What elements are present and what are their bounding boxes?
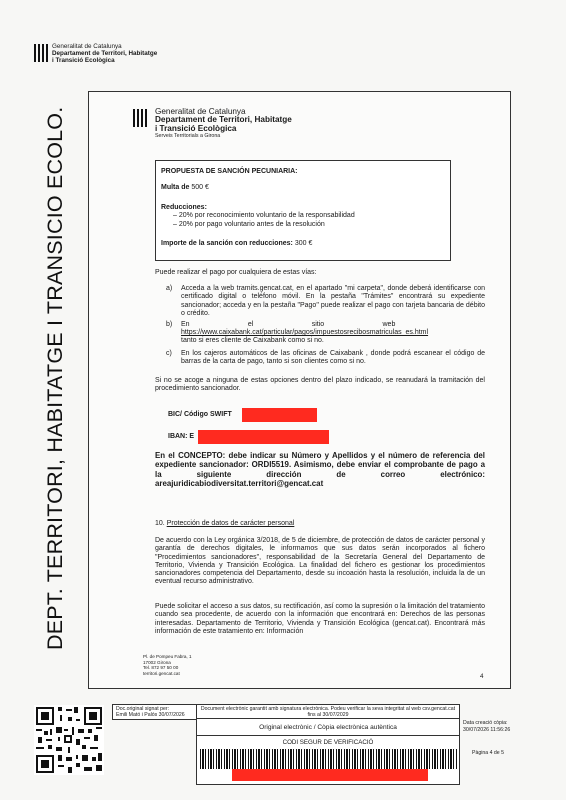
footer-address [143, 654, 192, 676]
page-of-label: Pàgina 4 de 5 [472, 750, 505, 756]
doc-header-sub: Serveis Territorials a Girona [155, 133, 221, 140]
redaction-bar [232, 769, 428, 781]
generalitat-logo-icon [133, 109, 147, 127]
signed-by-label: Doc.original signat per: [116, 706, 170, 712]
reductions-title: Reducciones: [161, 204, 207, 211]
doc-header-line3: i Transició Ecològica [155, 123, 237, 133]
top-header-line3: i Transició Ecològica [52, 56, 115, 64]
address-line3: Tel. 872 97 50 00 [143, 665, 179, 670]
sanction-box [155, 160, 451, 261]
address-line4: territori.gencat.cat [143, 670, 180, 676]
no-option-note: Si no se acoge a ninguna de estas opciones dentro del plazo indicado, se reanudará la tramitación del procedimiento sancionador. [155, 377, 485, 393]
option-a-text: Acceda a la web tramits.gencat.cat, en el apartado "mi carpeta", donde deberá identificarse con certificado digital o teléfono móvil. En la pestaña "Trámites" encontrará su expediente sancionador; acceda y en la pestaña "Pago" puede realizar el pago con tarjeta bancaria de débito o crédito. [181, 285, 485, 317]
redaction-bar [198, 430, 329, 444]
generalitat-logo-icon [34, 44, 48, 62]
qr-code [34, 705, 104, 775]
copy-date-label: Data creació còpia: [463, 720, 508, 726]
fine-value: 500 € [191, 184, 209, 191]
fine-label: Multa de [161, 184, 190, 191]
doc-header-line2: Departament de Territori, Habitatge [155, 115, 292, 125]
top-header [52, 44, 157, 64]
electronic-note: Document electrònic garantit amb signatura electrònica. Podeu verificar la seva integritat al web csv.gencat.cat fins al 30/07/2029 [200, 706, 456, 719]
signed-by-value: Emili Mató i Palós 30/07/2026 [116, 712, 185, 718]
total-value: 300 € [294, 240, 313, 247]
page-number: 4 [480, 673, 484, 680]
barcode [200, 749, 457, 769]
concept-instructions: En el CONCEPTO: debe indicar su Número y Apellidos y el número de referencia del expediente sancionador: ORDI5519. Asimismo, debe enviar el comprobante de pago a la siguiente dirección de correo electrónico: areajuridicabiodiversitat.territori@gencat.cat [155, 451, 485, 489]
sanction-title: PROPUESTA DE SANCIÓN PECUNIARIA: [161, 168, 298, 175]
heading-number: 10. [155, 520, 165, 527]
payment-intro: Puede realizar el pago por cualquiera de estas vías: [155, 269, 317, 276]
doc-header-line1: Generalitat de Catalunya [155, 107, 246, 116]
caixabank-link[interactable]: https://www.caixabank.cat/particular/pagos/impuestosrecibosmatriculas_es.html [181, 329, 429, 336]
signer-box [112, 704, 198, 720]
top-header-line2: Departament de Territori, Habitatge [52, 49, 158, 57]
csv-label: CODI SEGUR DE VERIFICACIÓ [282, 739, 374, 746]
option-a-label: a) [166, 285, 173, 292]
fine-line [161, 184, 209, 192]
reduction-2: – 20% por pago voluntario antes de la resolución [173, 221, 325, 228]
option-b-label: b) [166, 321, 173, 328]
option-b-line3: tanto si eres cliente de Caixabank como si no. [181, 337, 324, 344]
top-header-line1: Generalitat de Catalunya [52, 43, 122, 50]
copy-date-value: 30/07/2026 11:56:26 [463, 727, 511, 733]
total-line [161, 240, 312, 248]
heading-title: Protección de datos de carácter personal [166, 520, 295, 527]
doc-header [155, 108, 292, 140]
data-protection-heading [155, 520, 294, 528]
address-line1: Pl. de Pompeu Fabra, 1 [143, 654, 192, 659]
side-stamp-text: DEPT. TERRITORI, HABITATGE I TRANSICIO ECOLO. [43, 106, 67, 650]
option-c-text: En los cajeros automáticos de las oficinas de Caixabank , donde podrá escanear el código de barras de la carta de pago, tanto si son clientes como si no. [181, 350, 485, 366]
iban-label: IBAN: E [168, 433, 195, 440]
data-protection-p1: De acuerdo con la Ley orgánica 3/2018, de 5 de diciembre, de protección de datos de carácter personal y garantía de derechos digitales, le informamos que sus datos serán incorporados al fichero "Procedimientos sancionadores", responsabilidad de la Secretaría General del Departamento de Territorio, Vivienda y Transición Ecológica. La finalidad del fichero es gestionar los procedimientos sancionadores competencia del Departamento, desde su incoación hasta la resolución, incluida la de un eventual recurso administrativo. [155, 537, 485, 586]
qr-code-icon [34, 705, 104, 775]
total-label: Importe de la sanción con reducciones: [161, 240, 293, 247]
bic-label: BIC/ Código SWIFT [168, 411, 232, 418]
option-c-label: c) [166, 350, 172, 357]
reduction-1: – 20% por reconocimiento voluntario de la responsabilidad [173, 212, 355, 219]
option-b-line1: En el sitio web [181, 321, 396, 328]
address-line2: 17002 Girona [143, 659, 171, 665]
redaction-bar [242, 408, 317, 422]
data-protection-p2: Puede solicitar el acceso a sus datos, su rectificación, así como la supresión o la limitación del tratamiento cuando sea procedente, de acuerdo con la información que encontrará en: Derechos de las personas interesadas. Departamento de Territorio, Vivienda y Transición Ecológica (gencat.cat). Encontrará más información de este tratamiento en: Información [155, 603, 485, 635]
original-label: Original electrònic / Còpia electrònica autèntica [259, 724, 397, 731]
